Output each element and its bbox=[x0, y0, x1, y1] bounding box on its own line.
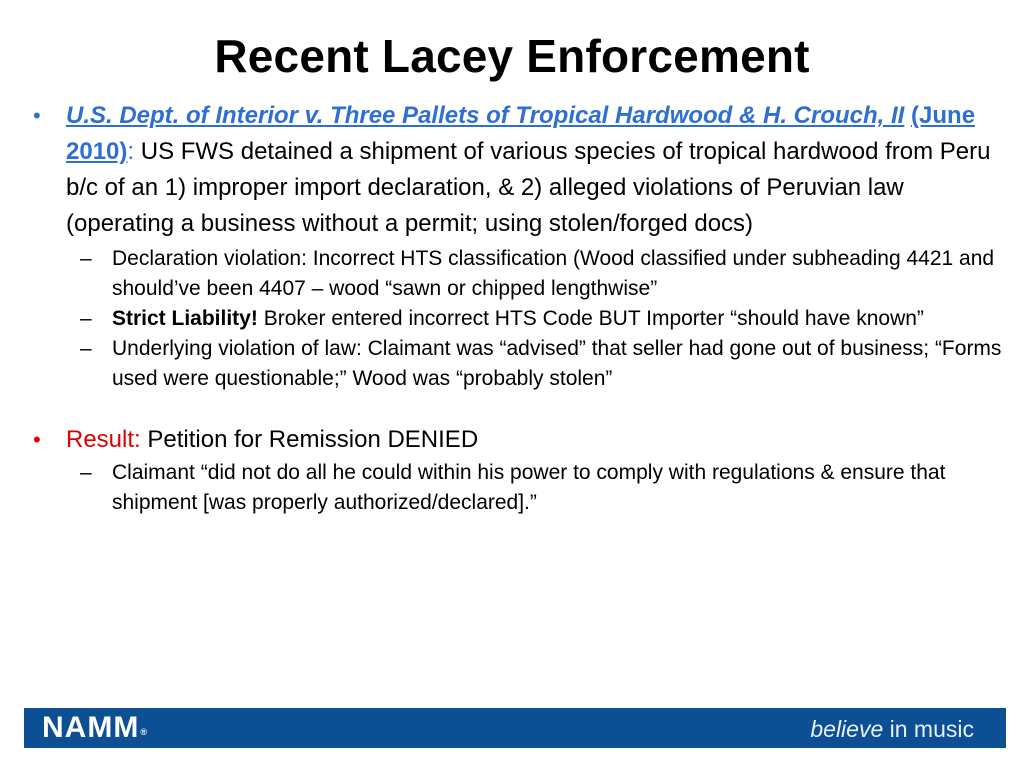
footer-bar bbox=[24, 708, 1006, 748]
slide-body bbox=[0, 98, 1024, 518]
namm-logo bbox=[42, 712, 148, 744]
sub-bullet-strict-liability bbox=[0, 304, 1024, 334]
dash-marker: – bbox=[80, 337, 92, 360]
sub-bullet-text: Broker entered incorrect HTS Code BUT Importer “should have known” bbox=[257, 307, 924, 330]
sub-bullet-declaration bbox=[0, 244, 1024, 304]
result-label: Result: bbox=[66, 426, 141, 453]
registered-mark: ® bbox=[140, 727, 148, 737]
sub-bullet-claimant bbox=[0, 458, 1024, 518]
tagline bbox=[810, 715, 974, 743]
dash-marker: – bbox=[80, 307, 92, 330]
strict-liability-label: Strict Liability! bbox=[112, 307, 258, 330]
tagline-italic: believe bbox=[810, 716, 884, 742]
sub-bullet-text: Claimant “did not do all he could within his power to comply with regulations & ensure that shipment [was properly authorized/declared].” bbox=[112, 461, 946, 514]
sub-bullet-underlying-violation bbox=[0, 334, 1024, 394]
dash-marker: – bbox=[80, 247, 92, 270]
bullet-marker: • bbox=[33, 427, 41, 452]
slide-title: Recent Lacey Enforcement bbox=[214, 30, 810, 82]
case-date[interactable]: (June 2010) bbox=[66, 102, 976, 165]
bullet-result bbox=[0, 422, 1024, 458]
dash-marker: – bbox=[80, 461, 92, 484]
logo-text: NAMM bbox=[42, 711, 140, 744]
tagline-rest: in music bbox=[883, 716, 974, 742]
bullet-case bbox=[0, 98, 1024, 242]
case-name-link[interactable]: U.S. Dept. of Interior v. Three Pallets of Tropical Hardwood & H. Crouch, II bbox=[66, 102, 905, 129]
case-colon: : bbox=[127, 138, 135, 165]
sub-bullet-text: Underlying violation of law: Claimant was “advised” that seller had gone out of business; “Forms used were questionable;” Wood was “probably stolen” bbox=[112, 337, 1002, 390]
sub-bullet-text: Declaration violation: Incorrect HTS classification (Wood classified under subheading 4421 and should’ve been 4407 – wood “sawn or chipped lengthwise” bbox=[112, 247, 995, 300]
case-description: US FWS detained a shipment of various species of tropical hardwood from Peru b/c of an 1) improper import declaration, & 2) alleged violations of Peruvian law (operating a business without a permit; using stolen/forged docs) bbox=[66, 138, 991, 237]
result-text: Petition for Remission DENIED bbox=[140, 426, 479, 453]
bullet-marker: • bbox=[33, 103, 41, 128]
